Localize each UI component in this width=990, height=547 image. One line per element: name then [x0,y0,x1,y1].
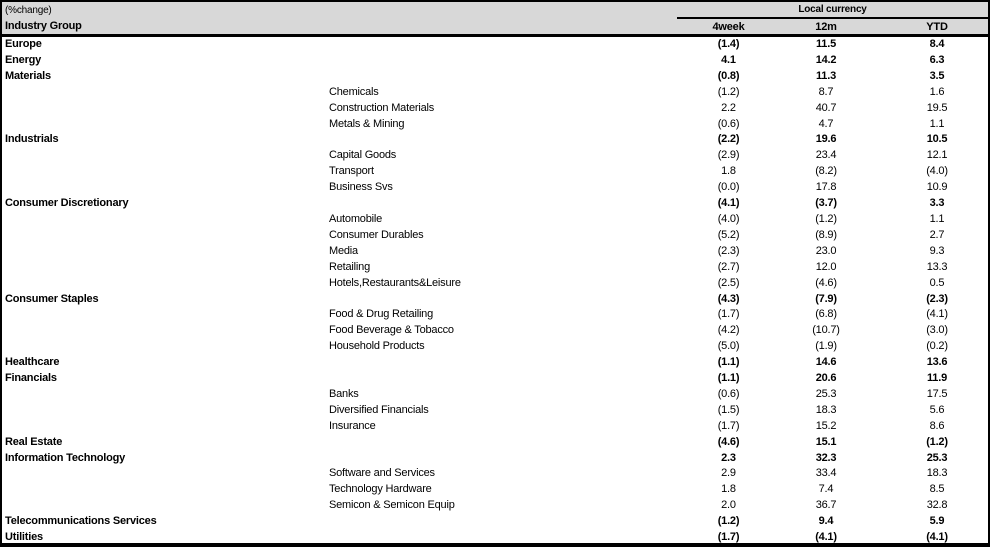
cell-ytd: 18.3 [926,467,948,480]
industry-group-label-cell [2,466,327,482]
sub-industry-row [2,228,988,244]
cell-12m: (3.7) [815,197,837,210]
cell-ytd: 13.6 [926,356,948,369]
cell-ytd: 13.3 [926,260,948,273]
cell-4week: (5.2) [717,228,740,241]
cell-ytd: 8.5 [929,483,945,496]
industry-group-label-cell [2,323,327,339]
cell-12m: 14.6 [815,356,837,369]
cell-12m: (10.7) [812,324,840,337]
cell-12m: (1.2) [815,212,837,225]
industry-group-label-cell: Europe [5,38,42,50]
column-header-4week: 4week [677,18,780,36]
cell-4week: 2.2 [721,101,736,114]
table-body [2,36,988,547]
sub-industry-label-cell [327,435,677,451]
sub-industry-label-cell [327,292,677,308]
industry-group-label-cell: Utilities [5,531,43,544]
industry-group-label-cell: Healthcare [5,356,60,369]
industry-group-label-cell: Consumer Discretionary [5,197,129,210]
sub-industry-row [2,85,988,101]
sub-industry-label-cell: Food & Drug Retailing [329,308,434,321]
cell-ytd: 2.7 [929,228,945,241]
cell-12m: 23.4 [815,149,837,162]
sub-industry-row [2,117,988,133]
sub-industry-row [2,260,988,276]
sub-industry-label-cell [327,132,677,148]
cell-12m: (8.9) [815,228,837,241]
industry-group-label-cell [2,276,327,292]
sub-industry-row [2,419,988,435]
cell-4week: (1.5) [717,403,740,416]
industry-group-header: Industry Group [2,18,677,36]
cell-4week: 4.1 [721,53,736,66]
sub-industry-row [2,307,988,323]
sub-industry-row [2,148,988,164]
sub-industry-label-cell: Media [329,244,358,257]
sub-industry-row [2,466,988,482]
cell-4week: (2.7) [717,260,740,273]
cell-4week: (1.7) [717,308,740,321]
cell-12m: 14.2 [815,53,837,66]
sub-industry-row [2,276,988,292]
cell-12m: 33.4 [815,467,837,480]
industry-group-label-cell: Energy [5,53,42,66]
cell-12m: 8.7 [818,85,834,98]
industry-group-label-cell [2,117,327,133]
sub-industry-row [2,212,988,228]
sub-industry-label-cell: Consumer Durables [329,228,424,241]
data-table [2,2,988,546]
sub-industry-label-cell [327,36,677,53]
industry-group-label-cell: Financials [5,372,57,385]
cell-4week: (1.2) [717,85,740,98]
industry-group-label-cell [2,244,327,260]
cell-4week: 2.0 [721,499,736,512]
cell-12m: 7.4 [818,483,834,496]
industry-group-label-cell [2,339,327,355]
cell-ytd: 1.1 [929,212,945,225]
industry-group-label-cell: Materials [5,69,51,82]
sub-industry-label-cell [327,371,677,387]
cell-12m: 20.6 [815,372,837,385]
column-header-ytd: YTD [872,18,988,36]
cell-4week: (2.3) [717,244,740,257]
cell-4week: (2.5) [717,276,740,289]
cell-12m: 19.6 [815,133,837,146]
table-header [2,2,988,36]
cell-4week: (1.1) [717,372,740,385]
percent-change-label: (%change) [2,2,677,18]
cell-ytd: (0.2) [926,340,948,353]
industry-group-label-cell: Telecommunications Services [5,515,157,528]
cell-12m: (4.6) [815,276,837,289]
sub-industry-row [2,164,988,180]
cell-ytd: (1.2) [926,435,948,448]
cell-4week: (4.2) [717,324,740,337]
cell-ytd: (4.1) [926,531,948,544]
industry-group-label-cell [2,403,327,419]
industry-group-label-cell [2,482,327,498]
industry-group-label-cell [2,85,327,101]
sub-industry-row [2,339,988,355]
cell-4week: (1.7) [717,531,740,544]
industry-group-row [2,451,988,467]
cell-12m: (6.8) [815,308,837,321]
cell-ytd: 1.6 [929,85,945,98]
local-currency-header: Local currency [677,2,988,18]
cell-4week: (1.2) [717,515,740,528]
sub-industry-label-cell [327,53,677,69]
industry-group-label-cell [2,148,327,164]
cell-4week: (4.1) [717,197,740,210]
sub-industry-row [2,180,988,196]
cell-4week: 1.8 [721,165,736,178]
cell-12m: (8.2) [815,165,837,178]
industry-group-row [2,132,988,148]
sub-industry-label-cell [327,355,677,371]
cell-4week: (0.0) [717,181,740,194]
cell-4week: 2.9 [721,467,736,480]
sub-industry-row [2,323,988,339]
industry-group-label-cell [2,101,327,117]
sub-industry-label-cell [327,451,677,467]
cell-ytd: 10.9 [926,181,948,194]
sub-industry-label-cell: Banks [329,387,359,400]
cell-ytd: 5.6 [929,403,945,416]
cell-12m: 36.7 [815,499,837,512]
cell-12m: 11.5 [815,38,836,50]
industry-group-label-cell [2,212,327,228]
industry-group-label-cell [2,307,327,323]
cell-ytd: 8.6 [929,419,945,432]
sub-industry-label-cell: Business Svs [329,181,393,194]
cell-12m: 18.3 [815,403,837,416]
cell-4week: (5.0) [717,340,740,353]
cell-12m: 25.3 [815,387,837,400]
sub-industry-row [2,101,988,117]
industry-group-label-cell: Information Technology [5,451,126,464]
sub-industry-label-cell: Household Products [329,340,425,353]
cell-12m: 32.3 [815,451,837,464]
sub-industry-label-cell [327,514,677,530]
cell-12m: 4.7 [818,117,834,130]
sub-industry-label-cell: Chemicals [329,85,379,98]
cell-12m: (7.9) [815,292,837,305]
cell-ytd: 8.4 [929,38,945,50]
sub-industry-label-cell: Automobile [329,212,383,225]
cell-4week: 2.3 [721,451,736,464]
sub-industry-label-cell: Semicon & Semicon Equip [329,499,455,512]
cell-4week: (1.4) [717,38,740,50]
cell-ytd: 25.3 [926,451,948,464]
column-header-12m: 12m [780,18,872,36]
sub-industry-label-cell: Metals & Mining [329,117,405,130]
cell-4week: (0.6) [717,387,740,400]
cell-ytd: (2.3) [926,292,948,305]
cell-4week: (4.0) [717,212,740,225]
industry-group-label-cell [2,228,327,244]
cell-12m: 11.3 [815,69,836,82]
industry-group-label-cell [2,387,327,403]
industry-group-label-cell: Real Estate [5,435,63,448]
cell-ytd: 32.8 [926,499,948,512]
cell-4week: (0.8) [717,69,740,82]
header-row-columns [2,18,988,36]
header-row-currency [2,2,988,18]
cell-4week: (2.2) [717,133,740,146]
sub-industry-label-cell: Construction Materials [329,101,435,114]
cell-12m: 15.2 [815,419,837,432]
sub-industry-row [2,387,988,403]
industry-group-row [2,371,988,387]
sub-industry-label-cell: Retailing [329,260,371,273]
industry-group-row [2,530,988,546]
cell-12m: 12.0 [815,260,837,273]
cell-4week: (4.3) [717,292,740,305]
cell-ytd: 17.5 [926,387,948,400]
cell-12m: 15.1 [815,435,837,448]
cell-ytd: 10.5 [926,133,948,146]
cell-ytd: 0.5 [929,276,945,289]
industry-group-label-cell [2,498,327,514]
sub-industry-row [2,498,988,514]
cell-ytd: 12.1 [926,149,948,162]
industry-group-label-cell [2,164,327,180]
industry-group-label-cell [2,260,327,276]
cell-4week: 1.8 [721,483,736,496]
cell-12m: 9.4 [818,515,834,528]
industry-group-label-cell [2,419,327,435]
cell-4week: (1.1) [717,356,740,369]
cell-ytd: (4.0) [926,165,948,178]
sub-industry-label-cell: Transport [329,165,374,178]
industry-group-label-cell [2,180,327,196]
industry-group-row [2,435,988,451]
sub-industry-label-cell: Hotels,Restaurants&Leisure [329,276,461,289]
sub-industry-label-cell [327,530,677,546]
cell-ytd: 19.5 [926,101,948,114]
sub-industry-label-cell [327,196,677,212]
cell-4week: (1.7) [717,419,740,432]
cell-ytd: 9.3 [929,244,945,257]
cell-ytd: (3.0) [926,324,948,337]
sub-industry-label-cell: Diversified Financials [329,403,429,416]
industry-group-row [2,196,988,212]
cell-ytd: 11.9 [926,372,947,385]
cell-ytd: 3.3 [929,197,945,210]
industry-group-row [2,36,988,53]
cell-4week: (0.6) [717,117,740,130]
industry-group-row [2,355,988,371]
cell-ytd: 6.3 [929,53,945,66]
industry-group-label-cell: Industrials [5,133,59,146]
sub-industry-row [2,403,988,419]
sub-industry-label-cell: Technology Hardware [329,483,432,496]
cell-ytd: 1.1 [929,117,945,130]
cell-12m: 23.0 [815,244,837,257]
cell-12m: (4.1) [815,531,837,544]
sub-industry-label-cell [327,69,677,85]
cell-4week: (4.6) [717,435,740,448]
cell-12m: 40.7 [815,101,837,114]
sub-industry-row [2,244,988,260]
industry-group-row [2,53,988,69]
cell-ytd: (4.1) [926,308,948,321]
sub-industry-label-cell: Food Beverage & Tobacco [329,324,454,337]
industry-group-row [2,514,988,530]
cell-4week: (2.9) [717,149,740,162]
cell-ytd: 5.9 [929,515,945,528]
industry-group-row [2,292,988,308]
cell-12m: (1.9) [815,340,837,353]
industry-group-row [2,69,988,85]
sub-industry-label-cell: Insurance [329,419,376,432]
sub-industry-label-cell: Software and Services [329,467,435,480]
industry-group-label-cell: Consumer Staples [5,292,99,305]
sub-industry-row [2,482,988,498]
sub-industry-label-cell: Capital Goods [329,149,397,162]
cell-12m: 17.8 [815,181,837,194]
cell-ytd: 3.5 [929,69,945,82]
